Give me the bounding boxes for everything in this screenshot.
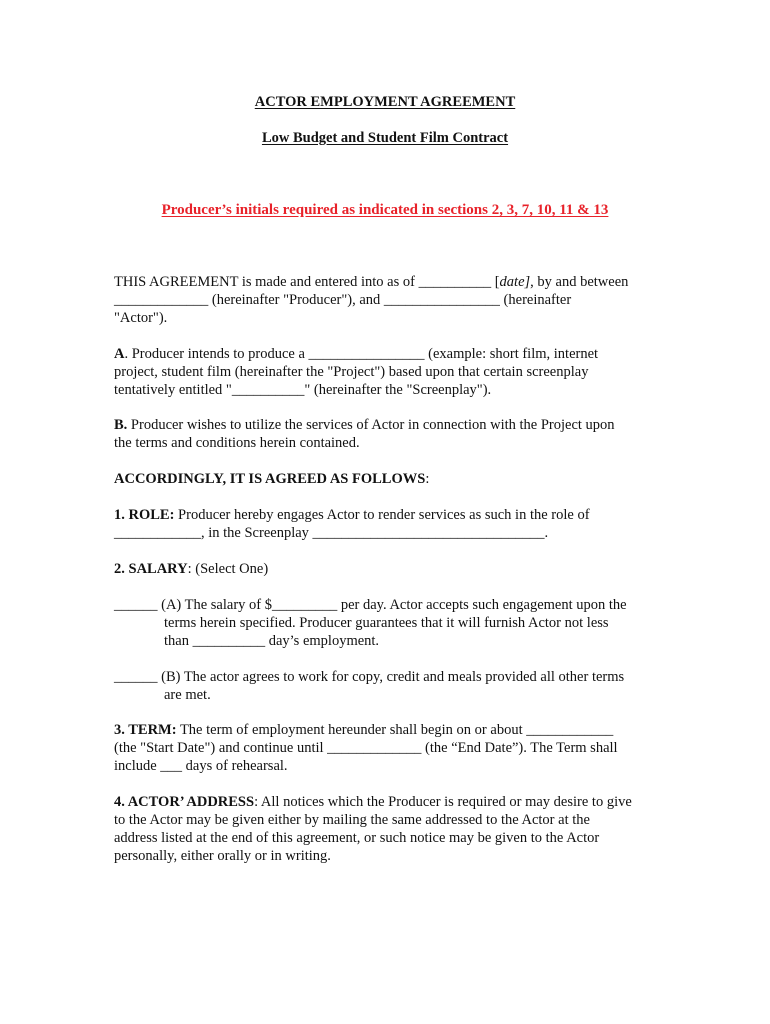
section-4-line-1: 4. ACTOR’ ADDRESS: All notices which the Producer is required or may desire to give — [114, 794, 632, 810]
section-1-role — [114, 506, 666, 542]
agreement-subtitle: Low Budget and Student Film Contract — [261, 130, 509, 146]
recital-b-line-1: B. Producer wishes to utilize the services of Actor in connection with the Project upon — [114, 417, 615, 433]
initials-notice: Producer’s initials required as indicated in sections 2, 3, 7, 10, 11 & 13 — [161, 202, 609, 218]
section-3-line-3: include ___ days of rehearsal. — [114, 758, 288, 774]
accordingly-heading: ACCORDINGLY, IT IS AGREED AS FOLLOWS: — [114, 471, 430, 487]
intro-paragraph — [114, 273, 666, 327]
section-4-line-2: to the Actor may be given either by mailing the same addressed to the Actor at the — [114, 812, 590, 828]
option-a-line-2: terms herein specified. Producer guarantees that it will furnish Actor not less — [164, 615, 609, 631]
intro-line-3: "Actor"). — [114, 310, 168, 326]
recital-a-line-1: A. Producer intends to produce a ________________ (example: short film, internet — [114, 346, 599, 362]
section-4-line-4: personally, either orally or in writing. — [114, 848, 331, 864]
intro-line-1: THIS AGREEMENT is made and entered into as of __________ [date], by and between — [114, 274, 629, 290]
section-4-line-3: address listed at the end of this agreement, or such notice may be given to the Actor — [114, 830, 600, 846]
section-1-line-1: 1. ROLE: Producer hereby engages Actor to render services as such in the role of — [114, 507, 590, 523]
recital-b — [114, 416, 666, 452]
recital-a-line-2: project, student film (hereinafter the "Project") based upon that certain screenplay — [114, 364, 589, 380]
section-3-line-2: (the "Start Date") and continue until _____________ (the “End Date”). The Term shall — [114, 740, 618, 756]
salary-option-b — [114, 668, 666, 704]
agreement-title: ACTOR EMPLOYMENT AGREEMENT — [254, 94, 516, 110]
recital-a — [114, 345, 666, 399]
recital-a-line-3: tentatively entitled "__________" (hereinafter the "Screenplay"). — [114, 382, 492, 398]
option-a-line-3: than __________ day’s employment. — [164, 633, 380, 649]
intro-line-2: _____________ (hereinafter "Producer"), and ________________ (hereinafter — [114, 292, 572, 308]
section-2-salary: 2. SALARY: (Select One) — [114, 561, 269, 577]
salary-option-a — [114, 596, 666, 650]
option-a-line-1: ______ (A) The salary of $_________ per day. Actor accepts such engagement upon the — [114, 597, 627, 613]
section-3-term — [114, 721, 666, 775]
option-b-line-1: ______ (B) The actor agrees to work for copy, credit and meals provided all other terms — [114, 669, 625, 685]
section-4-address — [114, 793, 666, 865]
recital-b-line-2: the terms and conditions herein contained. — [114, 435, 360, 451]
section-3-line-1: 3. TERM: The term of employment hereunder shall begin on or about ____________ — [114, 722, 614, 738]
option-b-line-2: are met. — [164, 687, 211, 703]
section-1-line-2: ____________, in the Screenplay ________________________________. — [114, 525, 549, 541]
